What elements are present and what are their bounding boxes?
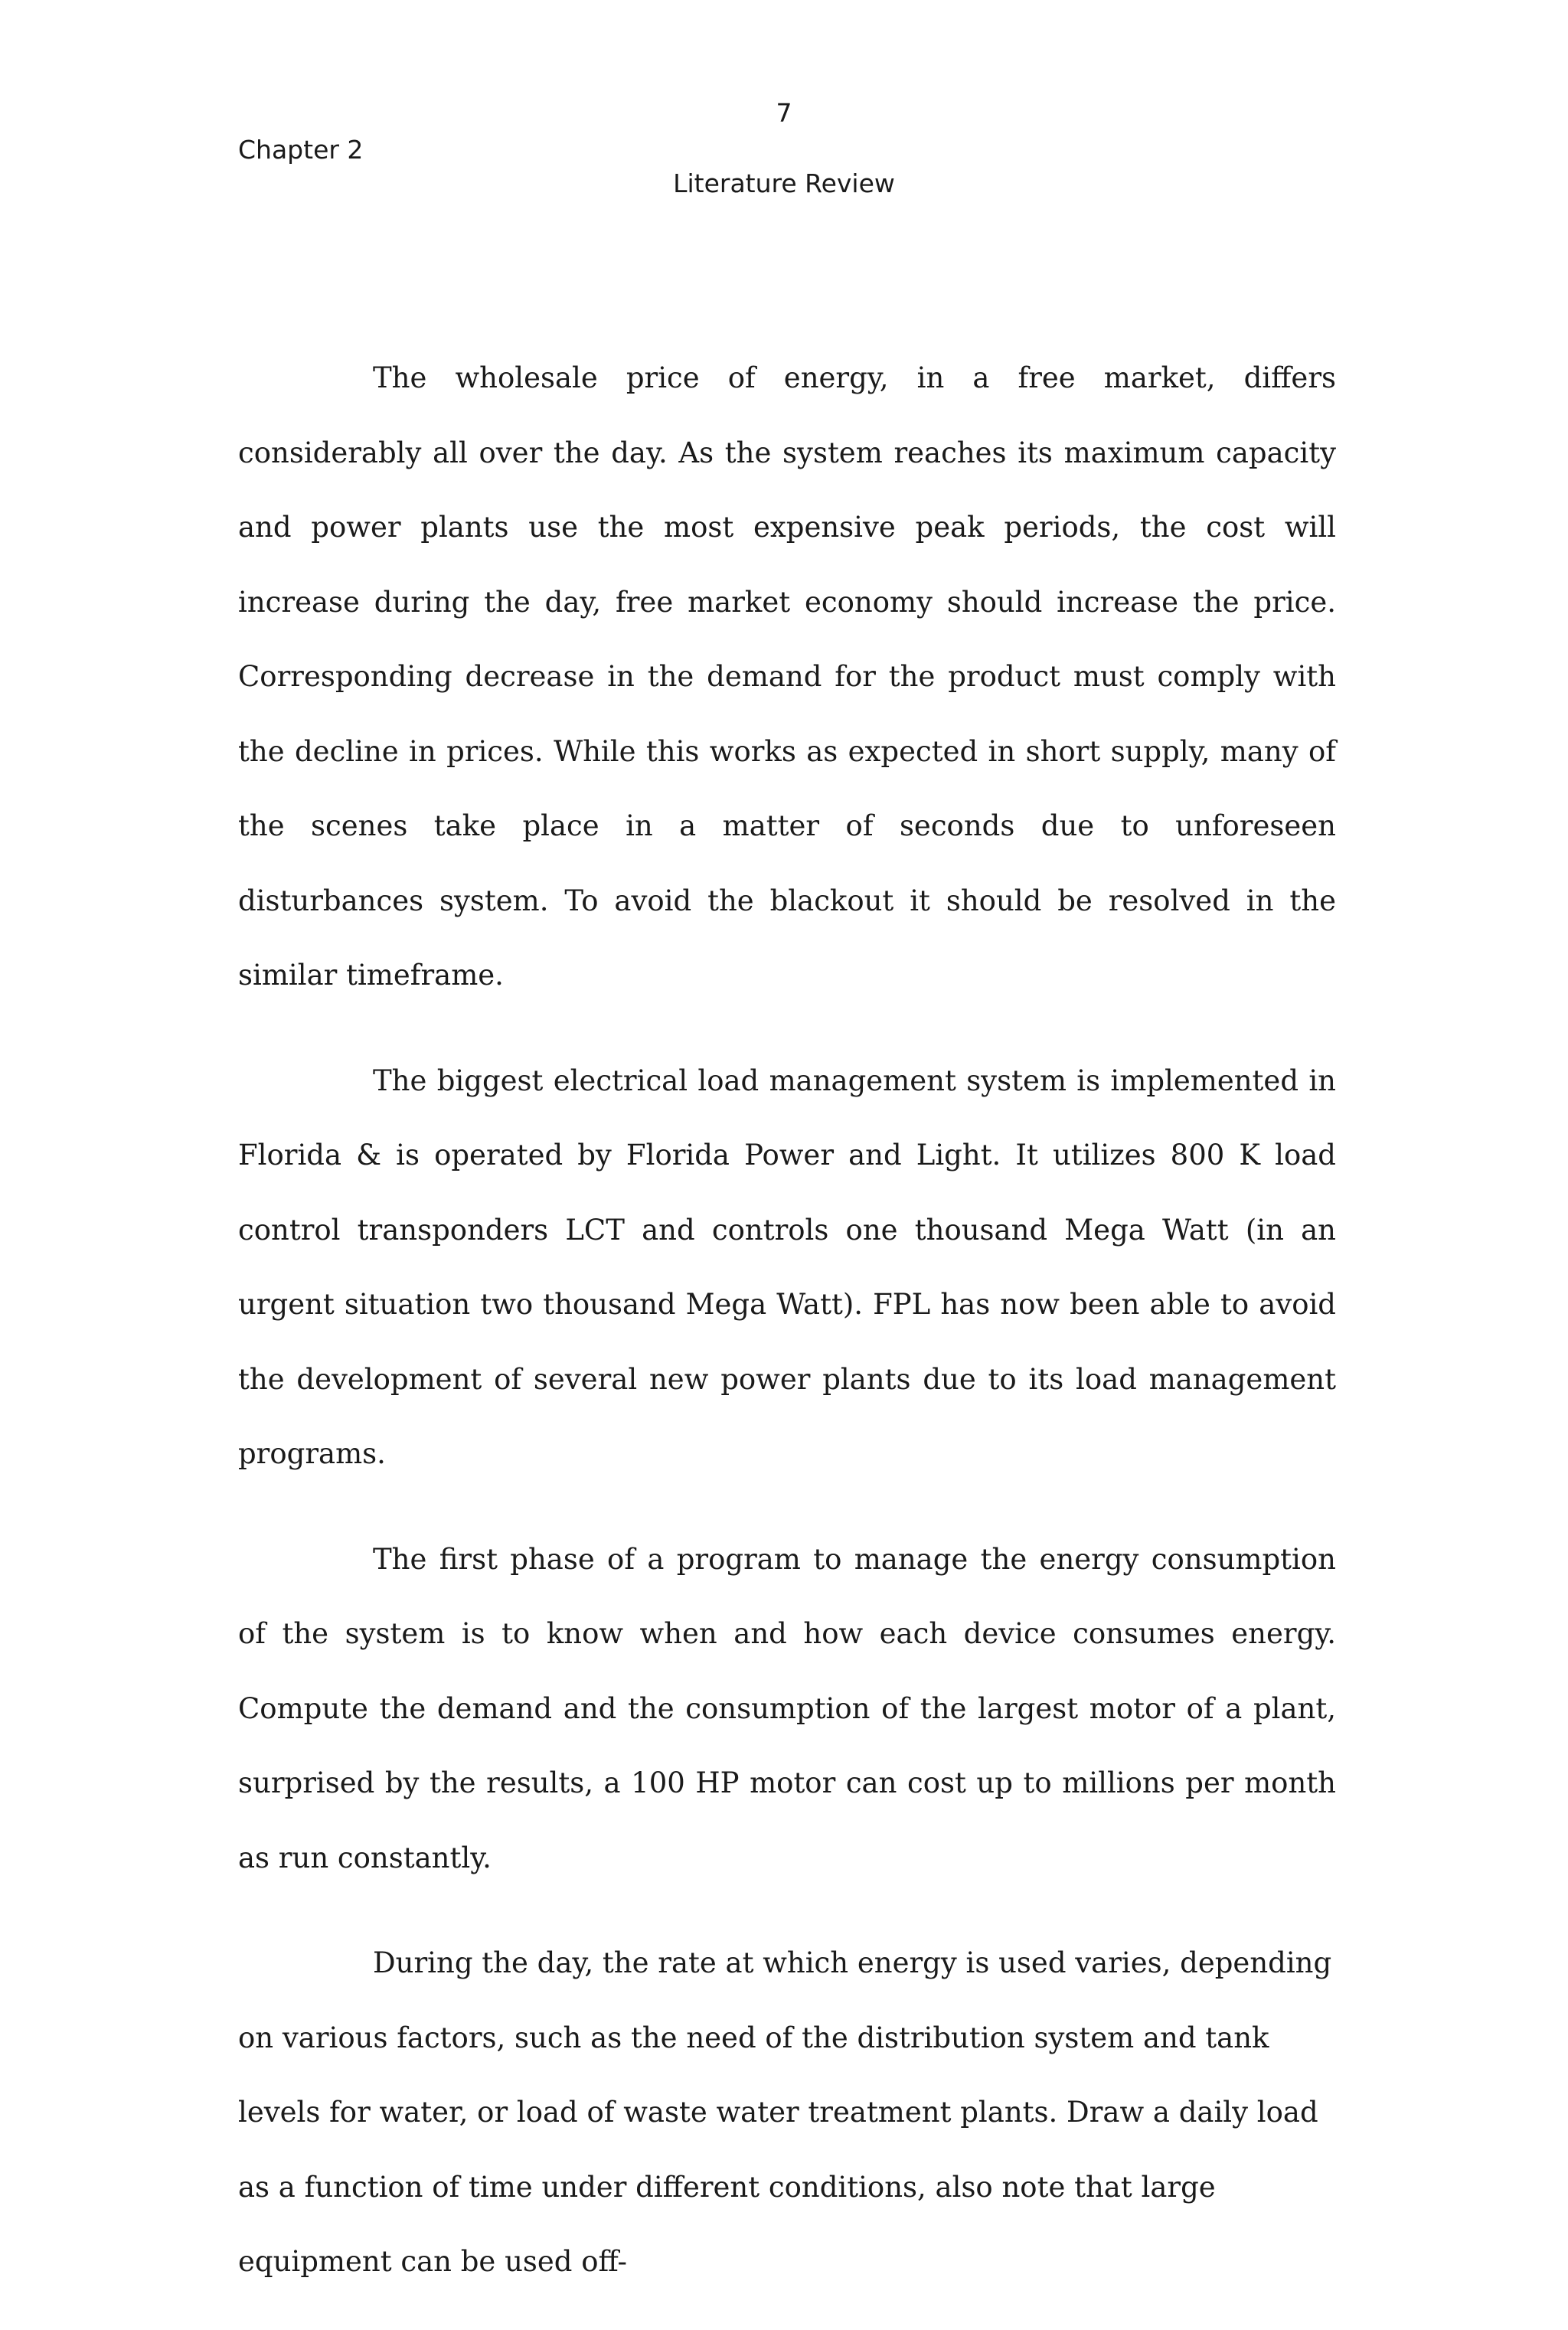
- section-title: Literature Review: [673, 168, 895, 198]
- chapter-label: Chapter 2: [238, 135, 364, 165]
- body-text: [238, 341, 1336, 2330]
- page-number: 7: [776, 98, 792, 128]
- paragraph-1: The wholesale price of energy, in a free market, differs considerably all over the day. As the system reaches its maximum capacity and power plants use the most expensive peak periods, the cost will increase during the day, free market economy should increase the price. Corresponding decrease in the demand for the product must comply with the decline in prices. While this works as expected in short supply, many of the scenes take place in a matter of seconds due to unforeseen disturbances system. To avoid the blackout it should be resolved in the similar timeframe.: [238, 361, 1336, 992]
- paragraph-2: The biggest electrical load management system is implemented in Florida & is operated by Florida Power and Light. It utilizes 800 K load control transponders LCT and controls one thousand Mega Watt (in an urgent situation two thousand Mega Watt). FPL has now been able to avoid the development of several new power plants due to its load management programs.: [238, 1064, 1336, 1470]
- paragraph-4: During the day, the rate at which energy is used varies, depending on various factors, such as the need of the distribution system and tank levels for water, or load of waste water treatment plants. Draw a daily load as a function of time under different conditions, also note that large equipment can be used off-: [238, 1946, 1332, 2278]
- paragraph-3: The first phase of a program to manage the energy consumption of the system is to know when and how each device consumes energy. Compute the demand and the consumption of the largest motor of a plant, surprised by the results, a 100 HP motor can cost up to millions per month as run constantly.: [238, 1542, 1336, 1874]
